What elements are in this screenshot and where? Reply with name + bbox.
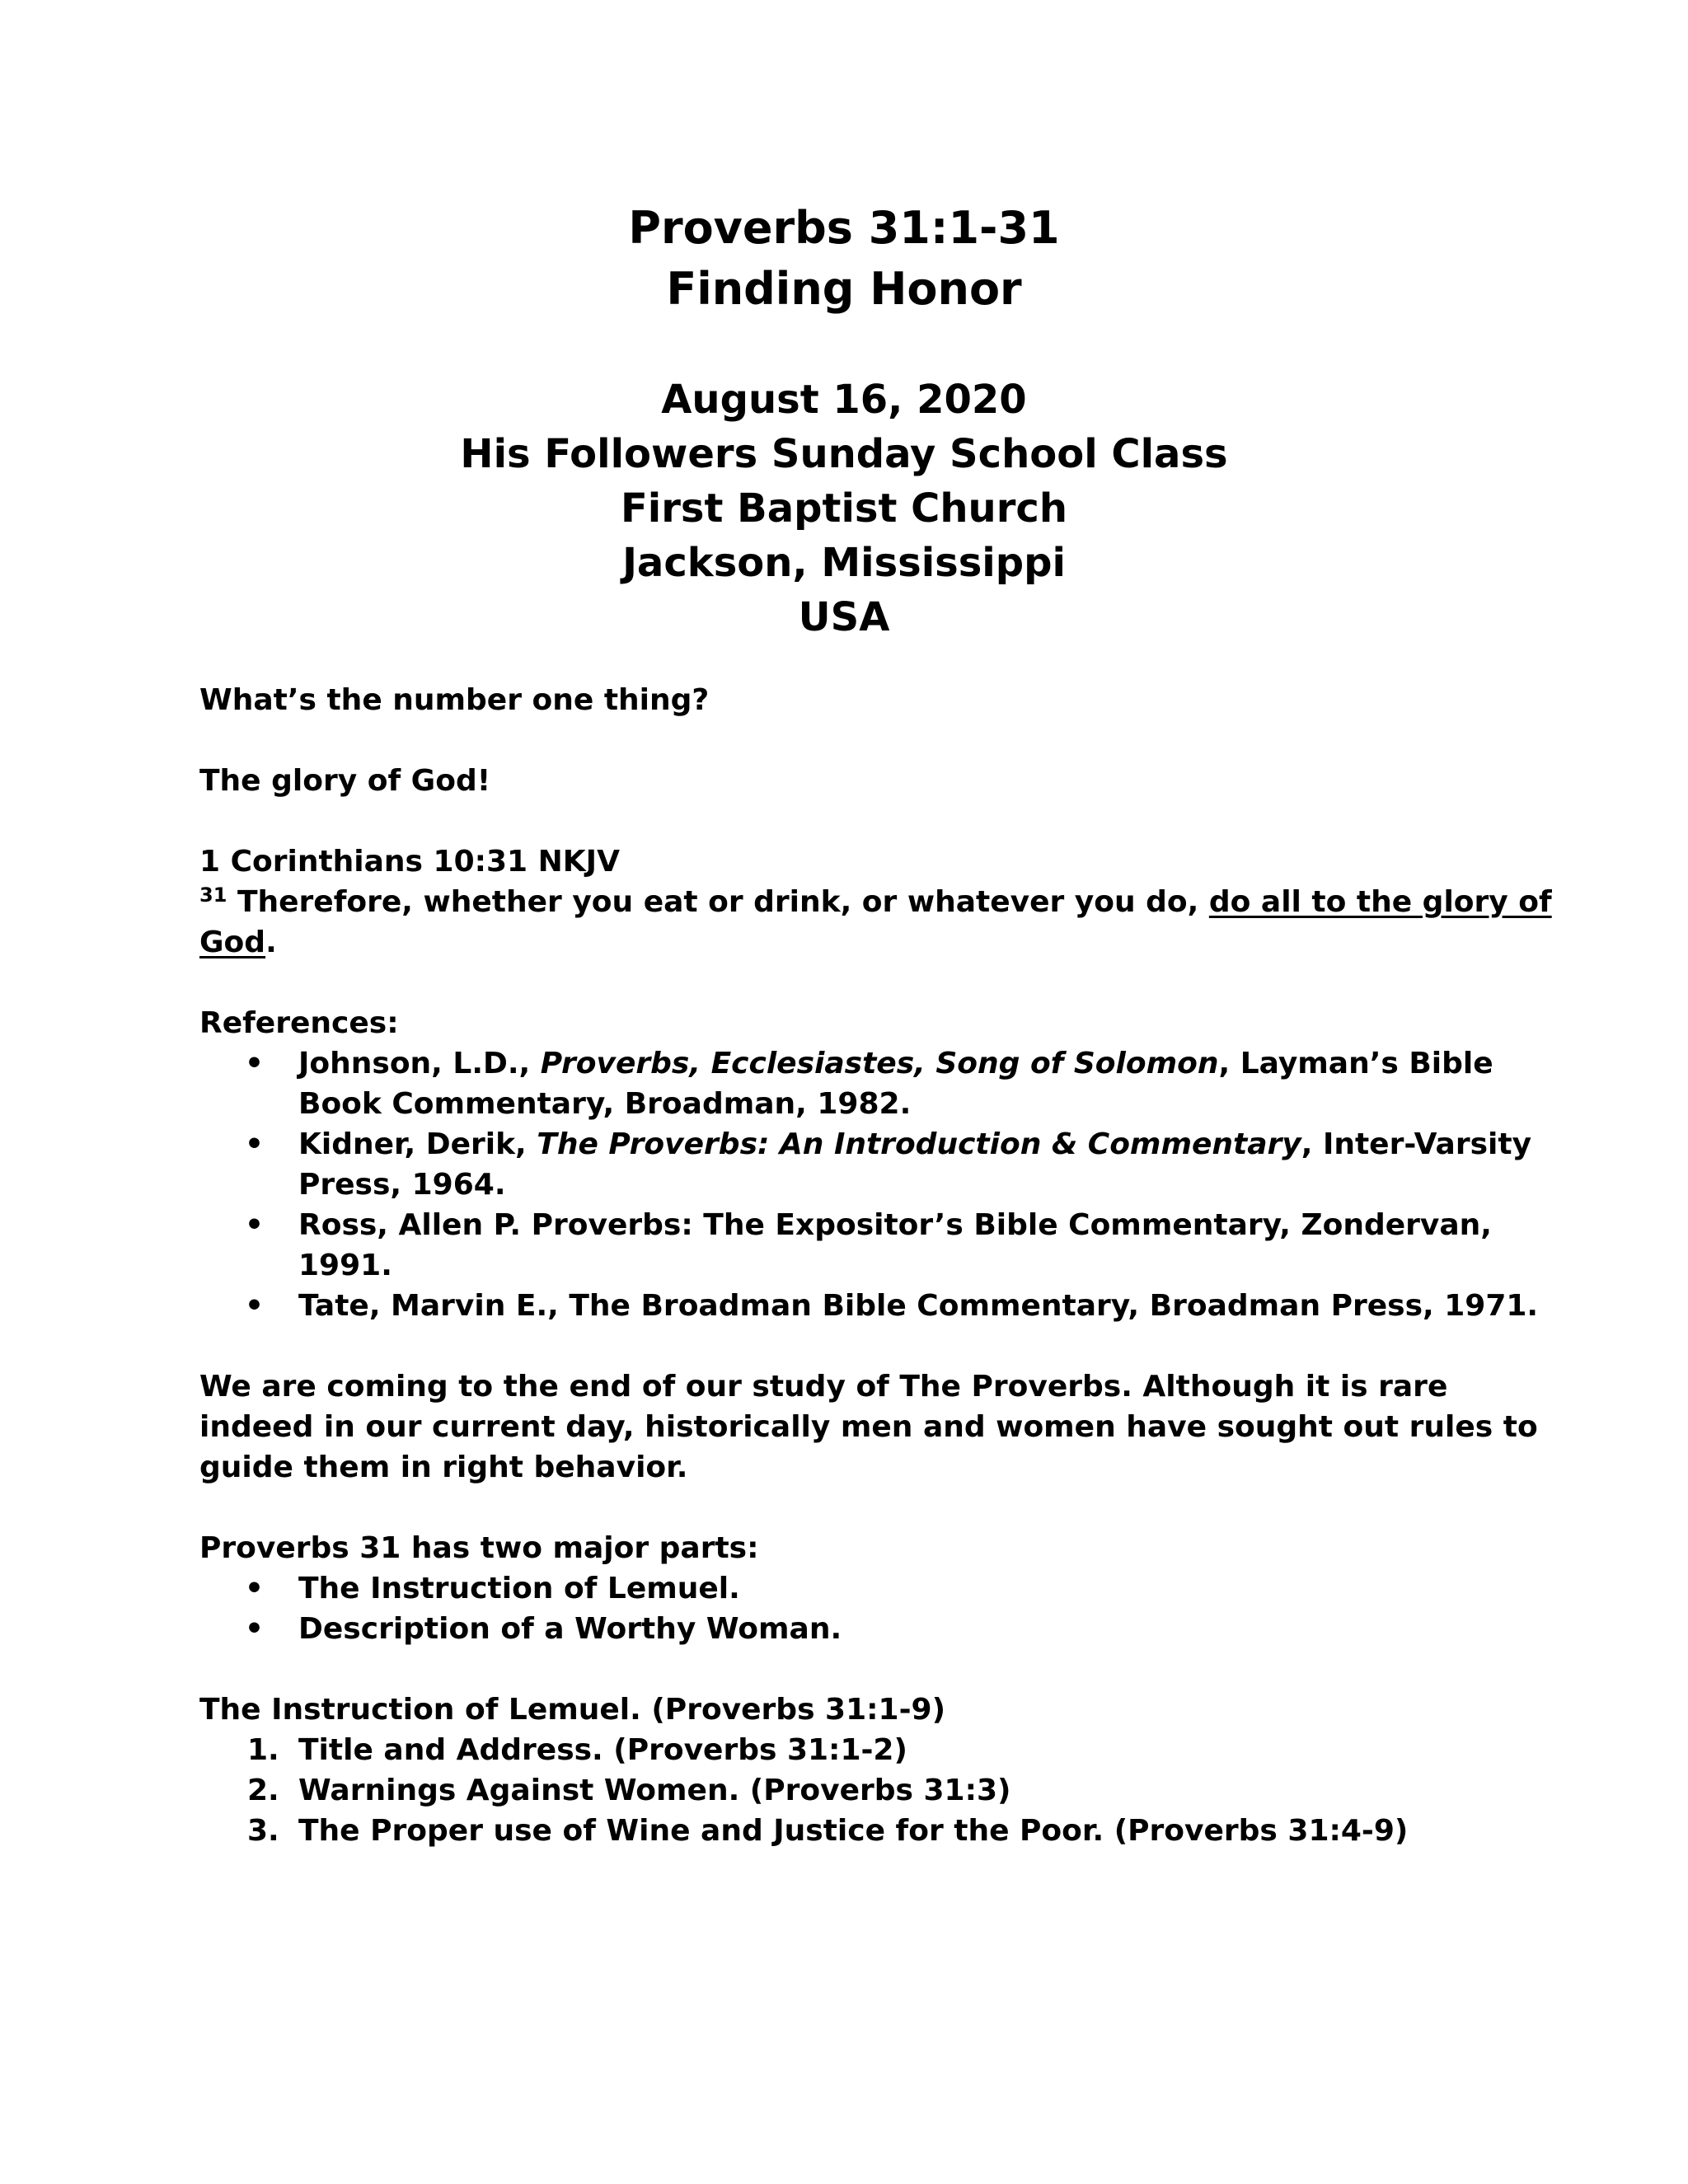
verse-text-part: Therefore, whether you eat or drink, or whatever you do, bbox=[227, 885, 1209, 919]
numbered-item bbox=[199, 1770, 1485, 1811]
reference-item bbox=[199, 1286, 1539, 1326]
item-text: The Proper use of Wine and Justice for the Poor. (Proverbs 31:4-9) bbox=[298, 1814, 1409, 1848]
bullet-icon: • bbox=[245, 1127, 265, 1161]
list-item-text: Description of a Worthy Woman. bbox=[298, 1612, 842, 1646]
reference-item bbox=[199, 1205, 1492, 1286]
reference-item bbox=[199, 1043, 1493, 1124]
lesson-date: August 16, 2020 bbox=[661, 377, 1027, 423]
reference-continuation: Book Commentary, Broadman, 1982. bbox=[298, 1087, 912, 1121]
parts-list bbox=[199, 1568, 1485, 1649]
bullet-icon: • bbox=[245, 1208, 265, 1242]
reference-book-title: The Proverbs: An Introduction & Commentary bbox=[537, 1127, 1301, 1161]
reference-text: Ross, Allen P. Proverbs: The Expositor’s Bible Commentary, Zondervan, bbox=[298, 1208, 1492, 1242]
paragraph-line: guide them in right behavior. bbox=[199, 1451, 688, 1484]
church-city: Jackson, Mississippi bbox=[622, 540, 1066, 586]
bullet-icon: • bbox=[245, 1572, 265, 1605]
item-number: 2. bbox=[247, 1774, 279, 1807]
intro-paragraph bbox=[199, 1366, 1538, 1488]
reference-continuation: Press, 1964. bbox=[298, 1168, 506, 1202]
verse-reference: 1 Corinthians 10:31 NKJV bbox=[199, 845, 620, 879]
reference-text: Tate, Marvin E., The Broadman Bible Commentary, Broadman Press, 1971. bbox=[298, 1289, 1539, 1323]
intro-answer: The glory of God! bbox=[199, 764, 491, 798]
reference-item bbox=[199, 1124, 1532, 1205]
church-name: First Baptist Church bbox=[621, 485, 1067, 532]
references-list bbox=[199, 1043, 1539, 1326]
instruction-list bbox=[199, 1730, 1485, 1851]
paragraph-line: We are coming to the end of our study of The Proverbs. Although it is rare bbox=[199, 1370, 1448, 1404]
verse-underlined-text-end: God bbox=[199, 926, 266, 959]
instruction-heading: The Instruction of Lemuel. (Proverbs 31:1-9) bbox=[199, 1693, 946, 1727]
reference-publisher: , Layman’s Bible bbox=[1218, 1047, 1493, 1080]
verse-number: 31 bbox=[199, 883, 227, 907]
parts-heading: Proverbs 31 has two major parts: bbox=[199, 1531, 759, 1565]
reference-continuation: 1991. bbox=[298, 1249, 392, 1282]
item-number: 3. bbox=[247, 1814, 279, 1848]
item-number: 1. bbox=[247, 1733, 279, 1767]
class-name: His Followers Sunday School Class bbox=[460, 431, 1228, 477]
bullet-icon: • bbox=[245, 1612, 265, 1646]
reference-author: Johnson, L.D., bbox=[298, 1047, 541, 1080]
verse-underlined-text: do all to the glory of bbox=[1208, 885, 1552, 919]
list-item bbox=[199, 1609, 1485, 1649]
list-item-text: The Instruction of Lemuel. bbox=[298, 1572, 740, 1605]
document-subtitle: Finding Honor bbox=[666, 263, 1022, 315]
references-heading: References: bbox=[199, 1006, 399, 1040]
bullet-icon: • bbox=[245, 1047, 265, 1080]
numbered-item bbox=[199, 1811, 1485, 1851]
verse-text bbox=[199, 882, 1552, 963]
item-text: Title and Address. (Proverbs 31:1-2) bbox=[298, 1733, 907, 1767]
church-country: USA bbox=[798, 594, 890, 640]
bullet-icon: • bbox=[245, 1289, 265, 1323]
item-text: Warnings Against Women. (Proverbs 31:3) bbox=[298, 1774, 1011, 1807]
paragraph-line: indeed in our current day, historically men and women have sought out rules to bbox=[199, 1410, 1538, 1444]
verse-period: . bbox=[265, 926, 277, 959]
reference-publisher: , Inter-Varsity bbox=[1301, 1127, 1532, 1161]
numbered-item bbox=[199, 1730, 1485, 1770]
list-item bbox=[199, 1568, 1485, 1609]
reference-author: Kidner, Derik, bbox=[298, 1127, 537, 1161]
intro-question: What’s the number one thing? bbox=[199, 683, 710, 717]
document-title: Proverbs 31:1-31 bbox=[628, 202, 1060, 254]
reference-book-title: Proverbs, Ecclesiastes, Song of Solomon bbox=[540, 1047, 1219, 1080]
